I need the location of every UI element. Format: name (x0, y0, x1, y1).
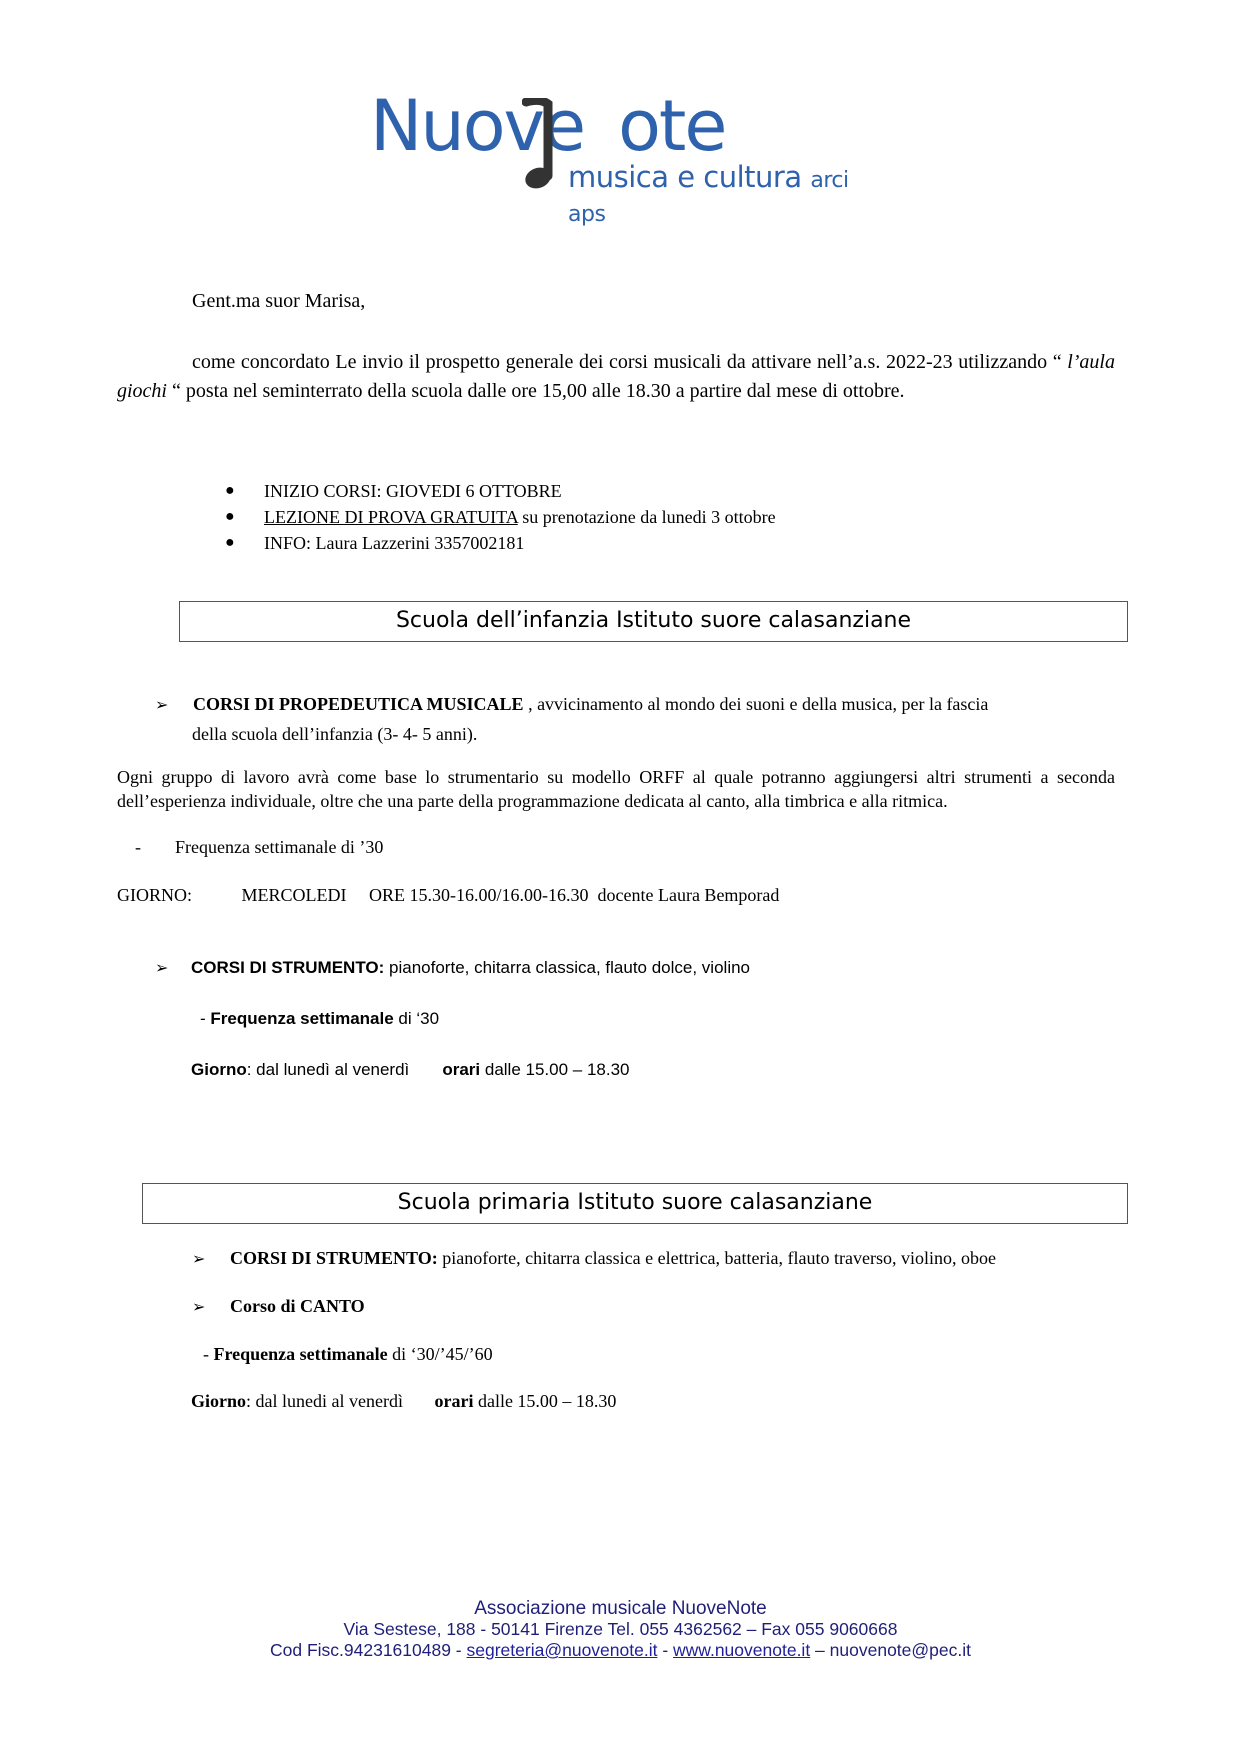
bullet-text: INFO: Laura Lazzerini 3357002181 (264, 533, 525, 553)
frequency-label: Frequenza settimanale (213, 1344, 388, 1364)
frequency-label: Frequenza settimanale (210, 1009, 394, 1028)
footer-title: Associazione musicale NuoveNote (474, 1598, 767, 1619)
frequency-infanzia (135, 837, 383, 858)
propedeutica-item (155, 690, 1115, 749)
strumento-label: CORSI DI STRUMENTO: (191, 958, 385, 977)
strumento-text: pianoforte, chitarra classica, flauto dolce, violino (384, 958, 751, 977)
intro-paragraph (117, 348, 1115, 406)
schedule-primaria (191, 1391, 616, 1412)
footer-address: Via Sestese, 188 - 50141 Firenze Tel. 055 4362562 – Fax 055 9060668 (343, 1619, 898, 1639)
bullet-item (225, 478, 776, 504)
footer (0, 1598, 1241, 1661)
logo-part1: Nuove (370, 85, 585, 167)
description-paragraph: Ogni gruppo di lavoro avrà come base lo strumentario su modello ORFF al quale potranno aggiungersi altri strumenti a seconda dell’esperienza individuale, oltre che una parte della programmazione dedicata al canto, alla timbrica e alla ritmica. (117, 767, 1115, 811)
schedule-strumento-infanzia (191, 1060, 630, 1080)
frequency-value: di ‘30 (393, 1009, 440, 1028)
bullet-item (225, 530, 776, 556)
day-value: : dal lunedi al venerdì (246, 1391, 403, 1411)
bullet-icon: ● (225, 482, 235, 499)
strumento-primaria-item (192, 1248, 996, 1269)
day-label: Giorno (191, 1060, 247, 1079)
schedule-infanzia (117, 885, 779, 906)
section-title-infanzia: Scuola dell’infanzia Istituto suore calasanziane (179, 601, 1128, 642)
logo (370, 85, 890, 227)
bullet-item (225, 504, 776, 530)
hours-value: dalle 15.00 – 18.30 (480, 1060, 630, 1079)
schedule-label: GIORNO: (117, 885, 192, 905)
section-title-primaria: Scuola primaria Istituto suore calasanziane (142, 1183, 1128, 1224)
strumento-infanzia-item (155, 958, 750, 978)
salutation: Gent.ma suor Marisa, (192, 290, 366, 312)
day-label: Giorno (191, 1391, 247, 1411)
propedeutica-label: CORSI DI PROPEDEUTICA MUSICALE (193, 694, 524, 714)
bullet-underlined: LEZIONE DI PROVA GRATUITA (264, 507, 518, 527)
logo-part2: ote (618, 85, 726, 167)
propedeutica-text: , avvicinamento al mondo dei suoni e della musica, per la fascia (523, 694, 989, 714)
strumento-label: CORSI DI STRUMENTO: (230, 1248, 438, 1268)
bullet-text: su prenotazione da lunedi 3 ottobre (517, 507, 776, 527)
day-value: : dal lunedì al venerdì (246, 1060, 410, 1079)
hours-label: orari (434, 1391, 474, 1411)
website-link[interactable]: www.nuovenote.it (673, 1640, 811, 1660)
bullet-text: INIZIO CORSI: GIOVEDI 6 OTTOBRE (264, 481, 562, 501)
hours-value: dalle 15.00 – 18.30 (473, 1391, 617, 1411)
bullet-icon: ● (225, 534, 235, 551)
arrow-bullet-icon: ➢ (155, 960, 169, 977)
footer-codfisc: Cod Fisc.94231610489 - (269, 1640, 467, 1660)
frequency-value: di ‘30/’45/’60 (387, 1344, 493, 1364)
logo-subtitle-main: musica e cultura (568, 160, 802, 194)
arrow-bullet-icon: ➢ (155, 697, 169, 714)
intro-text-2: “ posta nel seminterrato della scuola dalle ore 15,00 alle 18.30 a partire dal mese di ottobre. (167, 380, 905, 402)
schedule-teacher: docente Laura Bemporad (597, 885, 780, 905)
schedule-hours: ORE 15.30-16.00/16.00-16.30 (369, 885, 589, 905)
bullet-icon: ● (225, 508, 235, 525)
canto-label: Corso di CANTO (230, 1296, 365, 1316)
propedeutica-continuation: della scuola dell’infanzia (3- 4- 5 anni). (192, 724, 478, 744)
separator: - (657, 1640, 674, 1660)
music-note-icon (522, 98, 562, 193)
arrow-bullet-icon: ➢ (192, 1251, 206, 1268)
arrow-bullet-icon: ➢ (192, 1299, 206, 1316)
intro-italic: l’aula giochi (117, 351, 1115, 402)
frequency-text: Frequenza settimanale di ’30 (175, 837, 384, 857)
strumento-text: pianoforte, chitarra classica e elettrica, batteria, flauto traverso, violino, oboe (437, 1248, 996, 1268)
logo-subtitle-small: arci aps (568, 168, 849, 227)
logo-subtitle (568, 160, 890, 228)
email-link[interactable]: segreteria@nuovenote.it (466, 1640, 658, 1660)
canto-item (192, 1296, 365, 1317)
dash-icon: - (135, 837, 141, 857)
info-bullets (225, 478, 776, 556)
separator: – (810, 1640, 830, 1660)
schedule-day: MERCOLEDI (241, 885, 347, 905)
frequency-primaria: - Frequenza settimanale di ‘30/’45/’60 (203, 1344, 493, 1364)
frequency-strumento-infanzia: - Frequenza settimanale di ‘30 (200, 1009, 440, 1028)
footer-pec: nuovenote@pec.it (829, 1640, 971, 1660)
hours-label: orari (442, 1060, 481, 1079)
footer-contacts (0, 1640, 1241, 1661)
intro-text-1: come concordato Le invio il prospetto generale dei corsi musicali da attivare nell’a.s. 2022-23 utilizzando “ (192, 351, 1068, 373)
